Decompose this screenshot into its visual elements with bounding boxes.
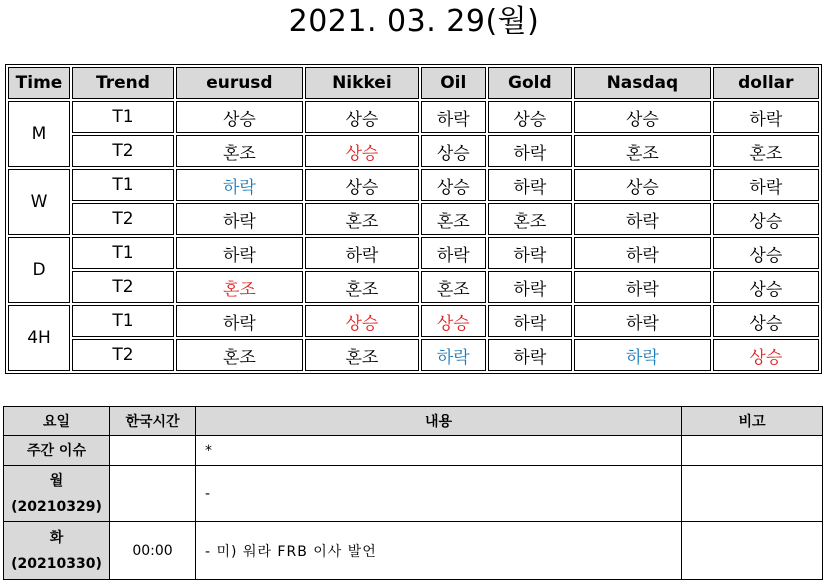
schedule-content: - 미) 워라 FRB 이사 발언 <box>196 522 682 580</box>
schedule-header-row <box>4 407 823 436</box>
trend-header-row <box>8 67 819 99</box>
gold-signal-cell: 혼조 <box>488 203 573 235</box>
schedule-row <box>4 522 823 580</box>
nasdaq-signal-cell: 상승 <box>574 169 711 201</box>
header-content: 내용 <box>196 407 682 436</box>
schedule-content: * <box>196 436 682 466</box>
header-nasdaq: Nasdaq <box>574 67 711 99</box>
trend-table <box>5 64 822 374</box>
timeframe-cell: W <box>8 169 70 235</box>
eurusd-signal-cell: 하락 <box>176 237 303 269</box>
trend-row <box>8 237 819 269</box>
schedule-note <box>682 436 823 466</box>
oil-signal-cell: 하락 <box>421 237 486 269</box>
schedule-day: 주간 이슈 <box>4 436 110 466</box>
schedule-content: - <box>196 466 682 522</box>
oil-signal-cell: 혼조 <box>421 271 486 303</box>
nasdaq-signal-cell: 하락 <box>574 271 711 303</box>
schedule-row <box>4 436 823 466</box>
dollar-signal-cell: 하락 <box>713 169 819 201</box>
dollar-signal-cell: 하락 <box>713 101 819 133</box>
oil-signal-cell: 하락 <box>421 339 486 371</box>
dollar-signal-cell: 상승 <box>713 339 819 371</box>
oil-signal-cell: 하락 <box>421 101 486 133</box>
dollar-signal-cell: 상승 <box>713 271 819 303</box>
dollar-signal-cell: 상승 <box>713 305 819 337</box>
header-eurusd: eurusd <box>176 67 303 99</box>
schedule-day: 월 (20210329) <box>4 466 110 522</box>
gold-signal-cell: 하락 <box>488 339 573 371</box>
trend-label-cell: T1 <box>72 169 174 201</box>
gold-signal-cell: 하락 <box>488 271 573 303</box>
trend-label-cell: T2 <box>72 203 174 235</box>
timeframe-cell: D <box>8 237 70 303</box>
dollar-signal-cell: 상승 <box>713 237 819 269</box>
oil-signal-cell: 상승 <box>421 305 486 337</box>
header-trend: Trend <box>72 67 174 99</box>
eurusd-signal-cell: 혼조 <box>176 135 303 167</box>
trend-label-cell: T2 <box>72 339 174 371</box>
header-time: Time <box>8 67 70 99</box>
header-day: 요일 <box>4 407 110 436</box>
trend-label-cell: T2 <box>72 135 174 167</box>
header-korea-time: 한국시간 <box>110 407 196 436</box>
trend-row <box>8 203 819 235</box>
gold-signal-cell: 하락 <box>488 169 573 201</box>
page-title: 2021. 03. 29(월) <box>288 4 540 39</box>
trend-label-cell: T2 <box>72 271 174 303</box>
schedule-time <box>110 466 196 522</box>
nikkei-signal-cell: 상승 <box>305 305 419 337</box>
nikkei-signal-cell: 혼조 <box>305 203 419 235</box>
eurusd-signal-cell: 하락 <box>176 203 303 235</box>
schedule-note <box>682 466 823 522</box>
oil-signal-cell: 상승 <box>421 169 486 201</box>
oil-signal-cell: 상승 <box>421 135 486 167</box>
trend-row <box>8 339 819 371</box>
header-dollar: dollar <box>713 67 819 99</box>
nasdaq-signal-cell: 하락 <box>574 203 711 235</box>
trend-label-cell: T1 <box>72 237 174 269</box>
nasdaq-signal-cell: 하락 <box>574 237 711 269</box>
eurusd-signal-cell: 하락 <box>176 169 303 201</box>
eurusd-signal-cell: 하락 <box>176 305 303 337</box>
nasdaq-signal-cell: 하락 <box>574 305 711 337</box>
oil-signal-cell: 혼조 <box>421 203 486 235</box>
trend-row <box>8 101 819 133</box>
nikkei-signal-cell: 상승 <box>305 101 419 133</box>
trend-label-cell: T1 <box>72 305 174 337</box>
header-nikkei: Nikkei <box>305 67 419 99</box>
trend-label-cell: T1 <box>72 101 174 133</box>
nasdaq-signal-cell: 혼조 <box>574 135 711 167</box>
trend-row <box>8 135 819 167</box>
schedule-time: 00:00 <box>110 522 196 580</box>
header-oil: Oil <box>421 67 486 99</box>
nikkei-signal-cell: 상승 <box>305 169 419 201</box>
eurusd-signal-cell: 상승 <box>176 101 303 133</box>
dollar-signal-cell: 상승 <box>713 203 819 235</box>
trend-row <box>8 169 819 201</box>
header-gold: Gold <box>488 67 573 99</box>
schedule-time <box>110 436 196 466</box>
header-note: 비고 <box>682 407 823 436</box>
gold-signal-cell: 상승 <box>488 101 573 133</box>
schedule-note <box>682 522 823 580</box>
gold-signal-cell: 하락 <box>488 237 573 269</box>
nasdaq-signal-cell: 상승 <box>574 101 711 133</box>
trend-row <box>8 305 819 337</box>
schedule-row <box>4 466 823 522</box>
timeframe-cell: 4H <box>8 305 70 371</box>
dollar-signal-cell: 혼조 <box>713 135 819 167</box>
trend-table-body <box>8 101 819 371</box>
nikkei-signal-cell: 하락 <box>305 237 419 269</box>
nikkei-signal-cell: 상승 <box>305 135 419 167</box>
eurusd-signal-cell: 혼조 <box>176 339 303 371</box>
nasdaq-signal-cell: 하락 <box>574 339 711 371</box>
gold-signal-cell: 하락 <box>488 305 573 337</box>
nikkei-signal-cell: 혼조 <box>305 339 419 371</box>
trend-row <box>8 271 819 303</box>
gold-signal-cell: 하락 <box>488 135 573 167</box>
timeframe-cell: M <box>8 101 70 167</box>
eurusd-signal-cell: 혼조 <box>176 271 303 303</box>
schedule-day: 화 (20210330) <box>4 522 110 580</box>
schedule-table <box>3 406 823 580</box>
nikkei-signal-cell: 혼조 <box>305 271 419 303</box>
